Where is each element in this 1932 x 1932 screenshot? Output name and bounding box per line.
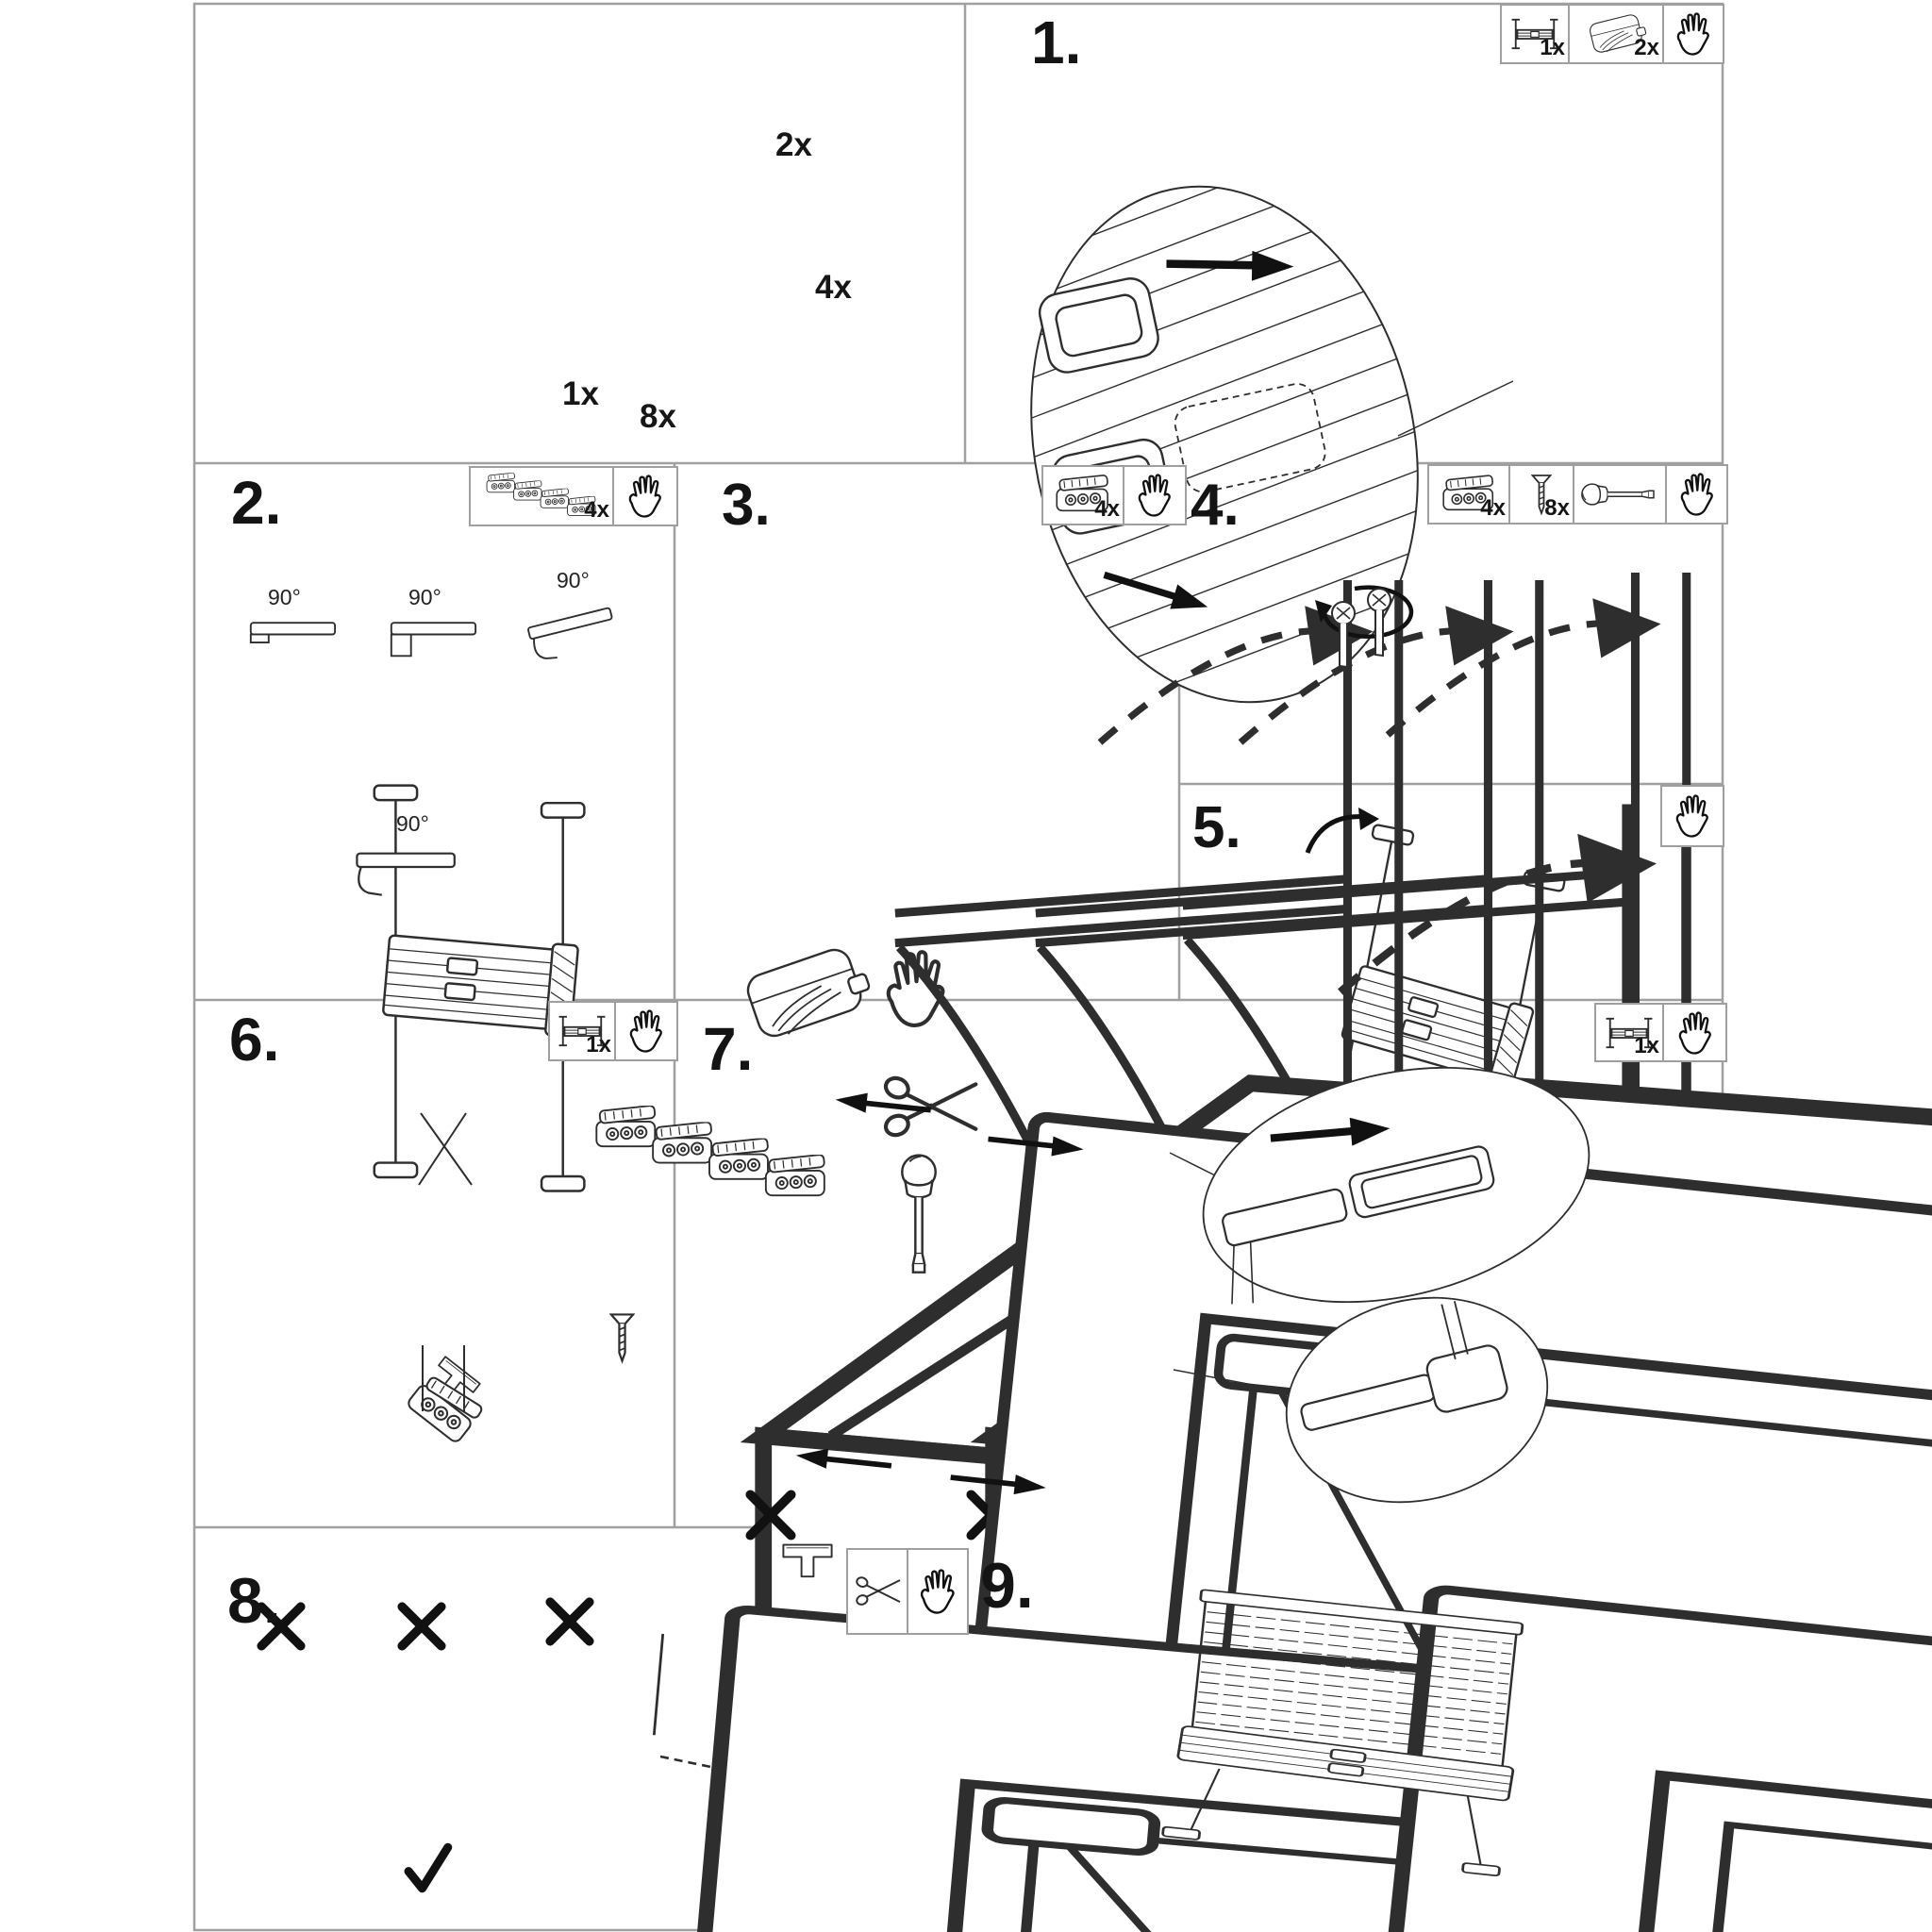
hand-icon — [917, 1568, 958, 1615]
qty-label: 8x — [640, 398, 676, 435]
qty-label: 1x — [586, 1032, 611, 1058]
qty-label: 4x — [584, 497, 609, 523]
bracket-strip-icon — [485, 473, 598, 520]
step6-toolbox — [548, 1001, 678, 1061]
step2-toolbox — [469, 466, 678, 526]
screwdriver-icon — [1580, 480, 1659, 508]
qty-label: 2x — [775, 126, 812, 163]
qty-label: 4x — [1094, 496, 1120, 522]
tool-cell-screw — [1510, 464, 1574, 525]
tool-cell-hand — [1660, 785, 1724, 847]
qty-label: 2x — [1634, 35, 1659, 60]
hand-icon — [1674, 11, 1713, 57]
step-number: 7. — [703, 1015, 754, 1083]
panel-step-1 — [965, 3, 1721, 463]
angle-label: 90° — [268, 585, 301, 609]
tool-cell-hand — [616, 1001, 678, 1061]
step4-toolbox — [1427, 464, 1728, 525]
step1-toolbox — [1500, 4, 1724, 64]
qty-label: 4x — [815, 269, 852, 306]
tool-cell-scissors — [846, 1548, 908, 1635]
qty-label: 4x — [1480, 495, 1506, 521]
qty-label: 8x — [1544, 495, 1570, 521]
panel-step-9 — [965, 1527, 1724, 1930]
hand-icon — [1677, 472, 1717, 517]
tool-cell-hand — [1124, 465, 1187, 525]
qty-label: 1x — [562, 375, 599, 412]
step3-toolbox — [1041, 465, 1187, 525]
step-number: 9. — [980, 1550, 1034, 1622]
tool-cell-blind — [548, 1001, 616, 1061]
hand-icon — [1673, 793, 1712, 839]
step5-toolbox — [1660, 785, 1724, 847]
tool-cell-hand — [1664, 4, 1724, 64]
scissors-icon — [853, 1574, 902, 1609]
panel-parts-overview — [193, 3, 965, 463]
panel-step-6 — [193, 1000, 675, 1527]
angle-label: 90° — [557, 568, 590, 592]
step8-toolbox — [846, 1548, 969, 1635]
tool-cell-bracket — [1427, 464, 1510, 525]
panel-step-3 — [675, 463, 1179, 1000]
step-number: 3. — [722, 473, 771, 538]
step-number: 8. — [227, 1565, 281, 1637]
tool-cell-hand — [614, 466, 678, 526]
hand-icon — [625, 474, 665, 519]
hand-icon — [1135, 473, 1174, 518]
step7-toolbox — [1594, 1003, 1727, 1062]
step-number: 1. — [1031, 8, 1082, 76]
tool-cell-blind — [1500, 4, 1570, 64]
qty-label: 1x — [1634, 1033, 1659, 1058]
hand-icon — [626, 1008, 666, 1054]
panel-step-7 — [675, 1000, 1724, 1527]
tool-cell-screwdriver — [1574, 464, 1667, 525]
hand-icon — [1675, 1010, 1715, 1056]
panel-step-4 — [1179, 463, 1724, 784]
tool-cell-hand — [1664, 1003, 1727, 1062]
panel-step-8 — [193, 1527, 965, 1930]
step-number: 4. — [1191, 473, 1240, 538]
tool-cell-bracket — [1041, 465, 1124, 525]
step-number: 2. — [231, 469, 282, 537]
angle-label: 90° — [396, 811, 429, 836]
qty-label: 1x — [1540, 35, 1565, 60]
panel-step-2 — [193, 463, 675, 1000]
tool-cell-hand — [1667, 464, 1728, 525]
tool-cell-clip — [1570, 4, 1664, 64]
tool-cell-bracket-strip — [469, 466, 614, 526]
step-number: 5. — [1192, 795, 1241, 860]
tool-cell-hand — [908, 1548, 969, 1635]
panel-step-5 — [1179, 784, 1724, 1000]
tool-cell-blind — [1594, 1003, 1664, 1062]
step-number: 6. — [229, 1006, 280, 1074]
angle-label: 90° — [408, 585, 441, 609]
